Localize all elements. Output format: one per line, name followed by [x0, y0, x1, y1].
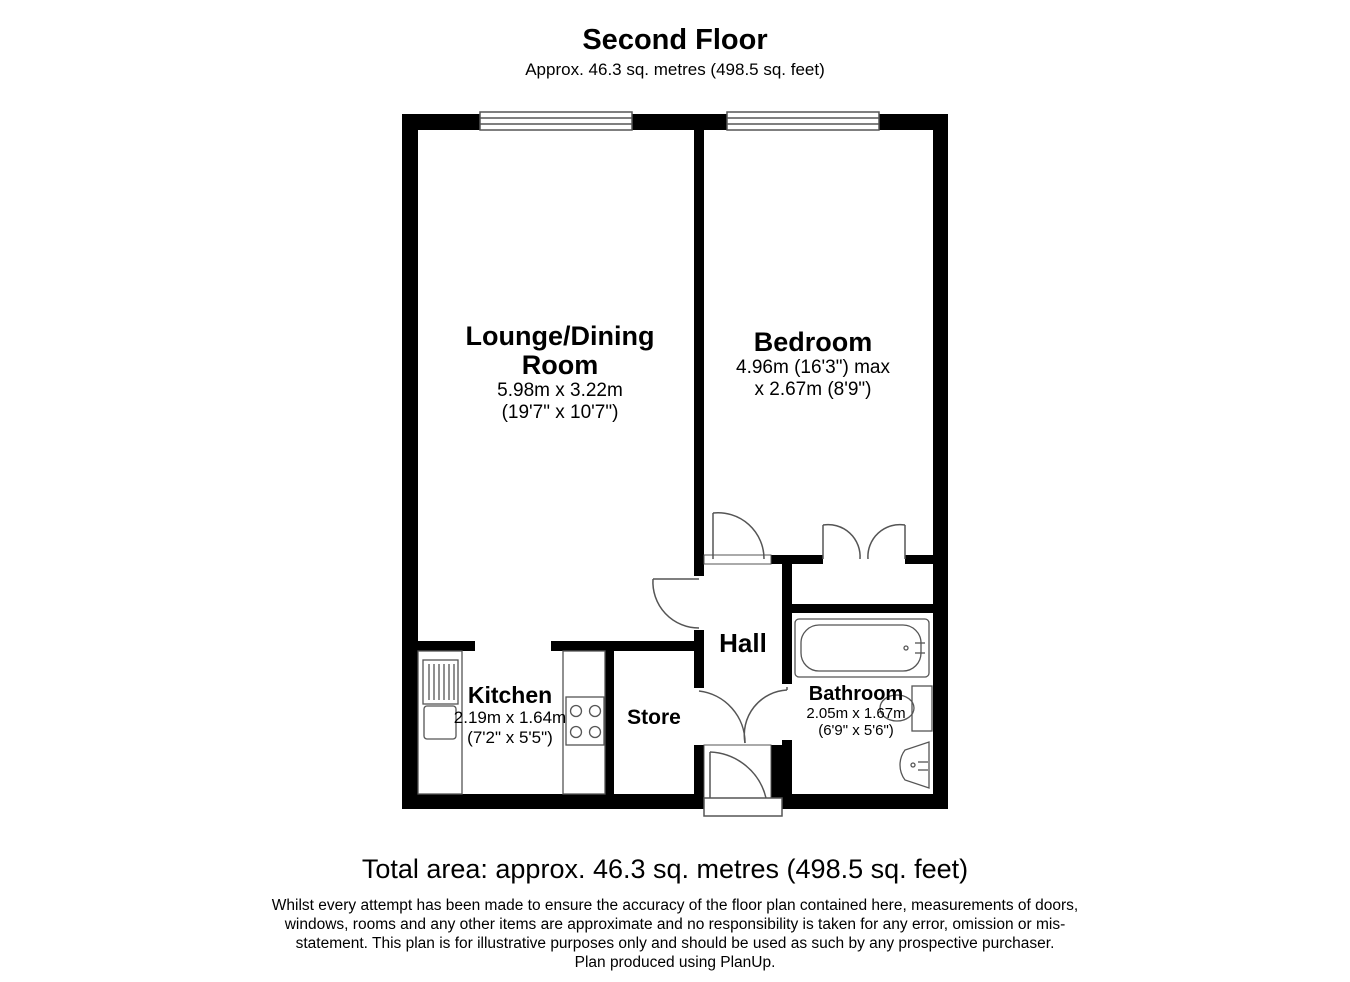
lounge-label	[430, 322, 690, 424]
kitchen-name: Kitchen	[467, 682, 553, 708]
disclaimer-line-3: statement. This plan is for illustrative purposes only and should be used as such by any prospective purchaser.	[295, 935, 1055, 952]
bedroom-size-imperial: x 2.67m (8'9")	[754, 379, 872, 400]
bathroom-size-metric: 2.05m x 1.67m	[806, 705, 906, 722]
disclaimer-line-4: Plan produced using PlanUp.	[574, 954, 776, 971]
kitchen-size-imperial: (7'2" x 5'5")	[467, 728, 553, 747]
lounge-name-line1: Lounge/Dining	[465, 321, 655, 351]
bathroom-name: Bathroom	[808, 683, 904, 705]
bedroom-door	[704, 513, 771, 564]
hall-label: Hall	[719, 628, 767, 658]
window-lounge	[480, 112, 632, 130]
store-door	[699, 691, 745, 743]
kitchen-size-metric: 2.19m x 1.64m	[453, 708, 567, 727]
lounge-size-metric: 5.98m x 3.22m	[497, 380, 623, 401]
store-label: Store	[627, 706, 681, 729]
disclaimer-line-2: windows, rooms and any other items are approximate and no responsibility is taken for any error, omission or mis-	[284, 916, 1066, 933]
bathroom-door	[744, 687, 787, 743]
kitchen-label	[430, 683, 590, 748]
lounge-size-imperial: (19'7" x 10'7")	[501, 402, 619, 423]
cupboard-doors	[823, 525, 905, 559]
bedroom-size-metric: 4.96m (16'3") max	[736, 357, 890, 378]
bath	[795, 619, 929, 677]
lounge-door	[653, 579, 699, 628]
window-bedroom	[727, 112, 879, 130]
entrance-door	[704, 745, 782, 816]
bedroom-label	[704, 328, 922, 401]
floor-area-subtitle: Approx. 46.3 sq. metres (498.5 sq. feet)	[525, 60, 825, 79]
floor-title: Second Floor	[582, 24, 768, 56]
disclaimer	[250, 896, 1100, 972]
disclaimer-line-1: Whilst every attempt has been made to ensure the accuracy of the floor plan contained here, measurements of doors,	[271, 897, 1079, 914]
total-area: Total area: approx. 46.3 sq. metres (498.5 sq. feet)	[361, 854, 969, 884]
bathroom-label	[786, 683, 926, 739]
bedroom-name: Bedroom	[753, 327, 873, 357]
lounge-name-line2: Room	[521, 350, 599, 380]
bathroom-size-imperial: (6'9" x 5'6")	[818, 722, 894, 739]
